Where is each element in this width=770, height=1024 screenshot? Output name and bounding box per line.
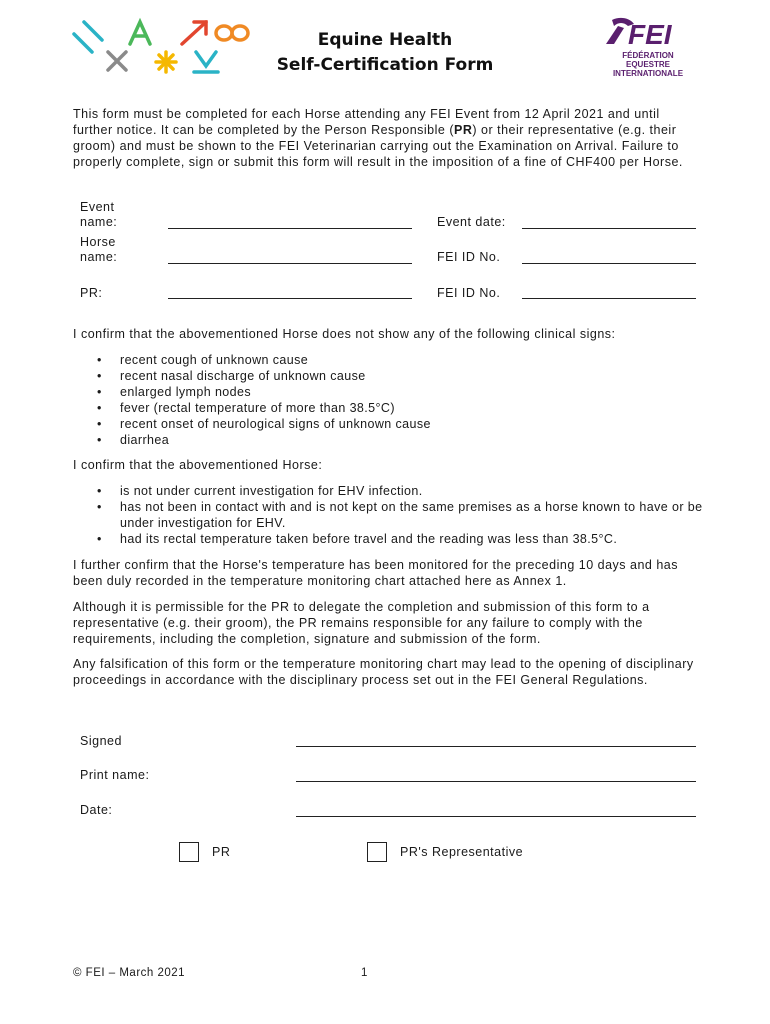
- fei-sub-internationale: INTERNATIONALE: [612, 69, 684, 78]
- event-name-label-line1: Event: [80, 200, 115, 214]
- list-item: • enlarged lymph nodes: [73, 384, 703, 400]
- event-name-field[interactable]: [168, 228, 412, 229]
- a-figure-icon: [130, 22, 150, 44]
- pr-representative-checkbox-label: PR's Representative: [400, 845, 524, 859]
- list-item: • fever (rectal temperature of more than 38.5°C): [73, 400, 703, 416]
- intro-paragraph: [73, 106, 697, 170]
- horse-fei-id-label: FEI ID No.: [437, 250, 501, 264]
- list-item: • diarrhea: [73, 432, 703, 448]
- monitoring-paragraph: I further confirm that the Horse's temperature has been monitored for the preceding 10 days and has been duly recorded in the temperature monitoring chart attached here as Annex 1.: [73, 558, 678, 588]
- page-number: 1: [361, 967, 368, 979]
- asterisk-icon: [156, 52, 176, 72]
- slash-pair-icon: [74, 22, 102, 52]
- date-label: Date:: [80, 803, 113, 817]
- list-item: • had its rectal temperature taken before travel and the reading was less than 38.5°C.: [73, 531, 703, 547]
- footer-copyright: © FEI – March 2021: [73, 967, 186, 979]
- clinical-signs-list: [73, 352, 703, 448]
- fei-sub-federation: FÉDÉRATION: [622, 51, 674, 60]
- intro-part2: ) or their representative (e.g. their groom) and must be shown to the FEI Veterinarian carrying out the Examination on Arrival. Failure to properly complete, sign or submit this form will result in the imposition of a fine of CHF400 per Horse.: [73, 123, 683, 169]
- horse-fei-id-field[interactable]: [522, 263, 696, 264]
- form-title-line1: Equine Health: [317, 30, 453, 50]
- fei-logo-text: FEI: [628, 19, 672, 50]
- signed-label: Signed: [80, 734, 122, 748]
- pr-checkbox-label: PR: [212, 845, 231, 859]
- horse-name-label-line2: name:: [80, 250, 118, 264]
- pr-field[interactable]: [168, 298, 412, 299]
- intro-pr-bold: PR: [454, 123, 473, 137]
- list-item: • is not under current investigation for EHV infection.: [73, 483, 703, 499]
- delegation-paragraph: Although it is permissible for the PR to delegate the completion and submission of this form to a representative (e.g. their groom), the PR remains responsible for any failure to comply with the requirements, including the completion, signature and submission of the form.: [73, 600, 650, 646]
- clinical-signs-intro: I confirm that the abovementioned Horse does not show any of the following clinical signs:: [73, 327, 616, 341]
- event-date-label: Event date:: [437, 215, 506, 229]
- horse-confirm-list: [73, 483, 703, 547]
- pr-fei-id-field[interactable]: [522, 298, 696, 299]
- date-field[interactable]: [296, 816, 696, 817]
- v-figure-icon: [194, 52, 218, 72]
- intro-part1: This form must be completed for each Horse attending any FEI Event from 12 April 2021 and until further notice. It can be completed by the Person Responsible (: [73, 107, 660, 137]
- pr-representative-checkbox[interactable]: [367, 842, 387, 862]
- signed-field[interactable]: [296, 746, 696, 747]
- pr-checkbox[interactable]: [179, 842, 199, 862]
- print-name-field[interactable]: [296, 781, 696, 782]
- horse-name-field[interactable]: [168, 263, 412, 264]
- infinity-icon: [216, 26, 248, 40]
- falsification-paragraph: Any falsification of this form or the temperature monitoring chart may lead to the opening of disciplinary proceedings in accordance with the disciplinary process set out in the FEI General Regulations.: [73, 657, 694, 687]
- arrow-icon: [182, 22, 206, 44]
- print-name-label: Print name:: [80, 768, 150, 782]
- event-date-field[interactable]: [522, 228, 696, 229]
- x-figure-icon: [108, 52, 126, 70]
- horse-name-label-line1: Horse: [80, 235, 116, 249]
- list-item: • recent cough of unknown cause: [73, 352, 703, 368]
- list-item: • has not been in contact with and is not kept on the same premises as a horse known to have or be under investigation for EHV.: [73, 499, 703, 531]
- horse-confirm-intro: I confirm that the abovementioned Horse:: [73, 458, 323, 472]
- fei-sub-equestre: EQUESTRE: [625, 60, 670, 69]
- event-name-label-line2: name:: [80, 215, 118, 229]
- form-title-line2: Self-Certification Form: [276, 55, 494, 75]
- pr-fei-id-label: FEI ID No.: [437, 286, 501, 300]
- list-item: • recent nasal discharge of unknown cause: [73, 368, 703, 384]
- pr-label: PR:: [80, 286, 103, 300]
- fei-sports-icons-logo: [70, 14, 260, 76]
- list-item: • recent onset of neurological signs of unknown cause: [73, 416, 703, 432]
